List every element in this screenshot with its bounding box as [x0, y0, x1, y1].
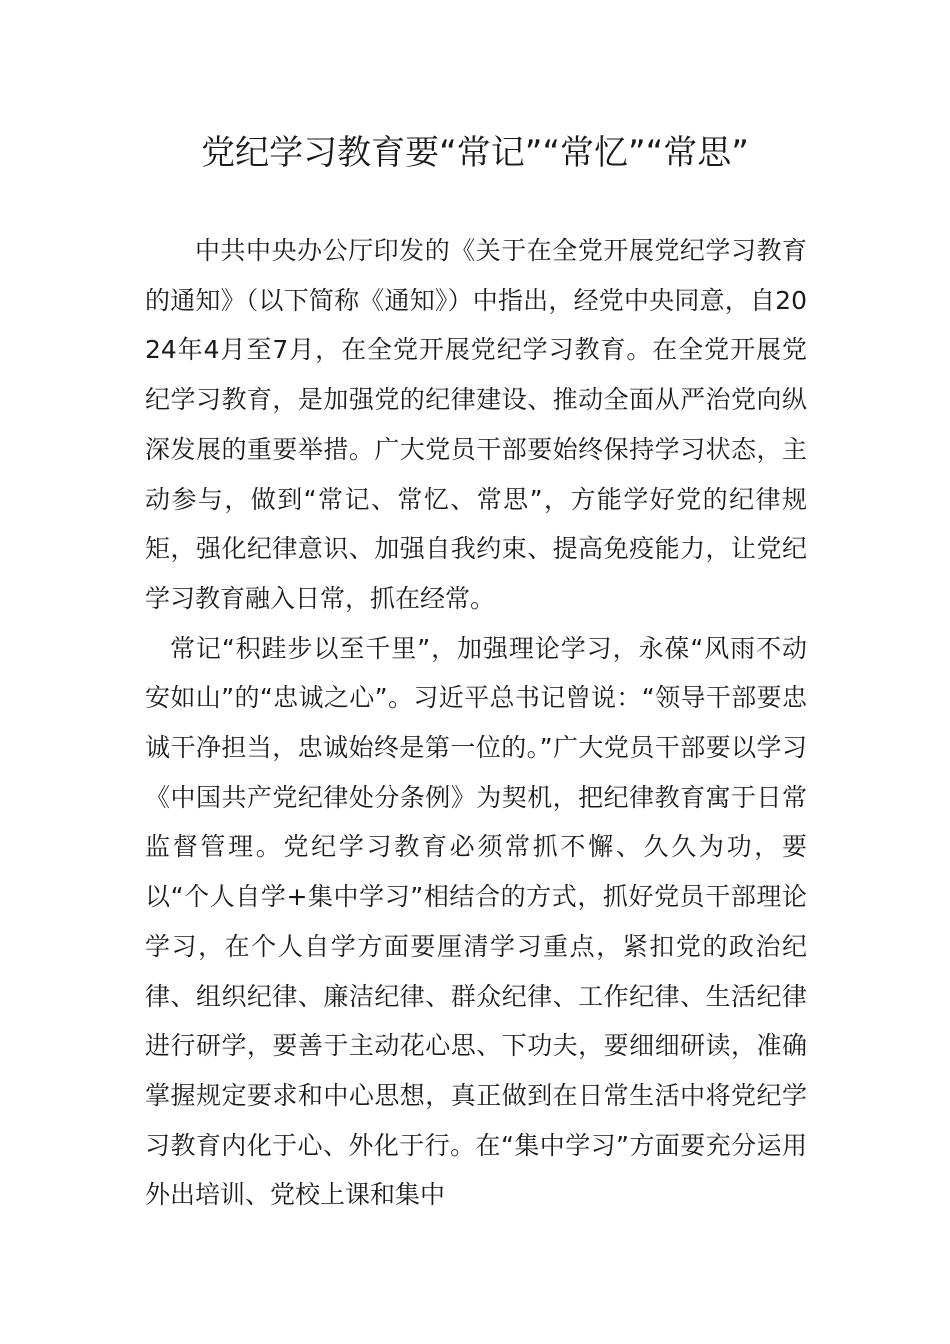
paragraph-changji: 常记“积跬步以至千里”，加强理论学习，永葆“风雨不动安如山”的“忠诚之心”。习近平总书记曾说：“领导干部要忠诚干净担当，忠诚始终是第一位的。”广大党员干部要以学习《中国共产党纪律处分条例》为契机，把纪律教育寓于日常监督管理。党纪学习教育必须常抓不懈、久久为功，要以“个人自学+集中学习”相结合的方式，抓好党员干部理论学习，在个人自学方面要厘清学习重点，紧扣党的政治纪律、组织纪律、廉洁纪律、群众纪律、工作纪律、生活纪律进行研学，要善于主动花心思、下功夫，要细细研读，准确掌握规定要求和中心思想，真正做到在日常生活中将党纪学习教育内化于心、外化于行。在“集中学习”方面要充分运用外出培训、党校上课和集中 [145, 633, 807, 1210]
paragraph-intro: 中共中央办公厅印发的《关于在全党开展党纪学习教育的通知》（以下简称《通知》）中指出，经党中央同意，自2024年4月至7月，在全党开展党纪学习教育。在全党开展党纪学习教育，是加强党的纪律建设、推动全面从严治党向纵深发展的重要举措。广大党员干部要始终保持学习状态，主动参与，做到“常记、常忆、常思”，方能学好党的纪律规矩，强化纪律意识、加强自我约束、提高免疫能力，让党纪学习教育融入日常，抓在经常。 [145, 236, 807, 613]
document-title: 党纪学习教育要“常记”“常忆”“常思” [201, 133, 749, 173]
document-body [145, 226, 807, 1220]
